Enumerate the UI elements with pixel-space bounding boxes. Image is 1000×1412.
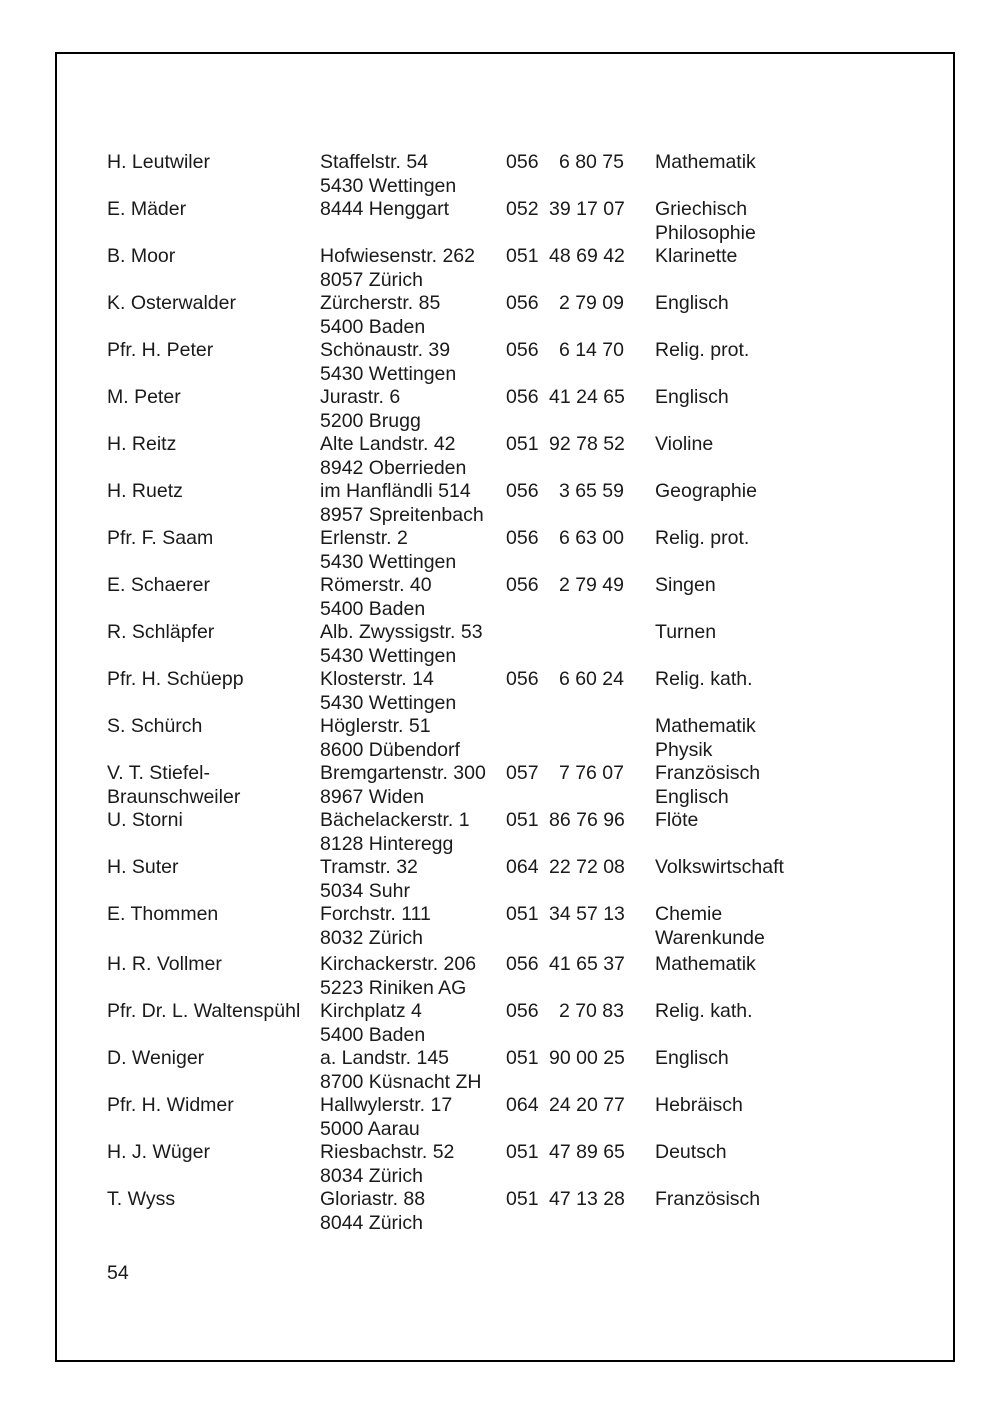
directory-entry (107, 1000, 927, 1047)
entry-area-code: 057 (506, 762, 539, 784)
entry-subject: Volkswirtschaft (655, 856, 784, 878)
entry-phone (549, 621, 624, 668)
entry-area-code: 056 (506, 151, 539, 173)
directory-entry (107, 621, 927, 668)
entry-phone: 24 20 77 (549, 1094, 625, 1116)
entry-address: Riesbachstr. 52 8034 Zürich (320, 1141, 455, 1187)
entry-address: im Hanfländli 514 8957 Spreitenbach (320, 480, 484, 526)
teacher-directory (107, 151, 927, 1235)
directory-entry (107, 527, 927, 574)
entry-address: Jurastr. 6 5200 Brugg (320, 386, 421, 432)
entry-name: Pfr. H. Schüepp (107, 668, 244, 690)
entry-phone: 34 57 13 (549, 903, 625, 925)
directory-entry (107, 953, 927, 1000)
entry-name: E. Mäder (107, 198, 187, 220)
entry-subject: Englisch (655, 386, 729, 408)
entry-subject: Turnen (655, 621, 717, 643)
entry-name: Pfr. H. Peter (107, 339, 214, 361)
entry-area-code: 051 (506, 433, 539, 455)
entry-area-code: 056 (506, 480, 539, 502)
entry-name: H. Reitz (107, 433, 177, 455)
directory-entry (107, 480, 927, 527)
entry-phone: 47 13 28 (549, 1188, 625, 1210)
directory-entry (107, 574, 927, 621)
entry-name: E. Schaerer (107, 574, 210, 596)
entry-phone: 41 24 65 (549, 386, 625, 408)
entry-name: T. Wyss (107, 1188, 176, 1210)
entry-name: H. J. Wüger (107, 1141, 210, 1163)
entry-name: H. Suter (107, 856, 179, 878)
entry-subject: Hebräisch (655, 1094, 743, 1116)
entry-address: Erlenstr. 2 5430 Wettingen (320, 527, 457, 573)
directory-entry (107, 762, 927, 809)
entry-subject: Relig. kath. (655, 668, 753, 690)
entry-phone: 41 65 37 (549, 953, 625, 975)
entry-phone: 6 80 75 (558, 151, 624, 173)
directory-entry (107, 1188, 927, 1235)
page-number: 54 (107, 1262, 129, 1284)
entry-address: Kirchackerstr. 206 5223 Riniken AG (320, 953, 477, 999)
entry-phone: 2 70 83 (558, 1000, 624, 1022)
directory-entry (107, 1094, 927, 1141)
entry-area-code: 051 (506, 903, 539, 925)
entry-area-code: 056 (506, 668, 539, 690)
directory-entry (107, 292, 927, 339)
entry-subject: Relig. prot. (655, 527, 750, 549)
entry-subject: Relig. prot. (655, 339, 750, 361)
directory-entry (107, 856, 927, 903)
entry-name: Pfr. Dr. L. Waltenspühl (107, 1000, 301, 1022)
entry-name: S. Schürch (107, 715, 203, 737)
entry-phone: 90 00 25 (549, 1047, 625, 1069)
entry-subject: Flöte (655, 809, 699, 831)
entry-subject: Geographie (655, 480, 757, 502)
entry-area-code: 064 (506, 856, 539, 878)
entry-name: B. Moor (107, 245, 176, 267)
entry-subject: Klarinette (655, 245, 738, 267)
entry-area-code (506, 715, 549, 762)
entry-address: Schönaustr. 39 5430 Wettingen (320, 339, 457, 385)
entry-phone (549, 715, 624, 762)
entry-address: Klosterstr. 14 5430 Wettingen (320, 668, 457, 714)
entry-phone: 39 17 07 (549, 198, 625, 220)
entry-address: 8444 Henggart (320, 198, 450, 220)
directory-entry (107, 1141, 927, 1188)
entry-phone: 6 63 00 (558, 527, 624, 549)
entry-name: H. Ruetz (107, 480, 183, 502)
entry-address: Tramstr. 32 5034 Suhr (320, 856, 418, 902)
entry-address: Forchstr. 111 8032 Zürich (320, 903, 431, 949)
entry-subject: Mathematik (655, 953, 756, 975)
entry-name: U. Storni (107, 809, 183, 831)
entry-address: Höglerstr. 51 8600 Dübendorf (320, 715, 460, 761)
entry-area-code: 051 (506, 245, 539, 267)
entry-address: Bächelackerstr. 1 8128 Hinteregg (320, 809, 470, 855)
entry-subject: Mathematik (655, 151, 756, 173)
entry-area-code: 056 (506, 292, 539, 314)
entry-area-code: 051 (506, 1047, 539, 1069)
entry-subject: Englisch (655, 292, 729, 314)
entry-subject: Relig. kath. (655, 1000, 753, 1022)
directory-entry (107, 433, 927, 480)
entry-area-code: 056 (506, 953, 539, 975)
entry-subject: Mathematik Physik (655, 715, 756, 761)
directory-entry (107, 715, 927, 762)
entry-area-code: 056 (506, 339, 539, 361)
entry-address: Bremgartenstr. 300 8967 Widen (320, 762, 486, 808)
entry-address: a. Landstr. 145 8700 Küsnacht ZH (320, 1047, 482, 1093)
entry-subject: Französisch Englisch (655, 762, 761, 808)
entry-phone: 3 65 59 (558, 480, 624, 502)
entry-address: Römerstr. 40 5400 Baden (320, 574, 432, 620)
entry-name: R. Schläpfer (107, 621, 215, 643)
entry-subject: Französisch (655, 1188, 761, 1210)
entry-name: H. R. Vollmer (107, 953, 222, 975)
entry-area-code: 051 (506, 1188, 539, 1210)
entry-phone: 6 14 70 (558, 339, 624, 361)
entry-subject: Griechisch Philosophie (655, 198, 756, 244)
entry-area-code: 056 (506, 527, 539, 549)
entry-name: Pfr. F. Saam (107, 527, 214, 549)
entry-address: Gloriastr. 88 8044 Zürich (320, 1188, 426, 1234)
entry-phone: 2 79 09 (558, 292, 624, 314)
entry-name: H. Leutwiler (107, 151, 210, 173)
entry-area-code: 051 (506, 1141, 539, 1163)
directory-entry (107, 151, 927, 198)
entry-area-code: 064 (506, 1094, 539, 1116)
entry-subject: Englisch (655, 1047, 729, 1069)
directory-entry (107, 339, 927, 386)
directory-entry (107, 198, 927, 245)
entry-phone: 86 76 96 (549, 809, 625, 831)
entry-phone: 48 69 42 (549, 245, 625, 267)
entry-subject: Deutsch (655, 1141, 727, 1163)
entry-name: D. Weniger (107, 1047, 205, 1069)
entry-phone: 47 89 65 (549, 1141, 625, 1163)
entry-phone: 22 72 08 (549, 856, 625, 878)
entry-address: Alte Landstr. 42 8942 Oberrieden (320, 433, 467, 479)
entry-area-code: 056 (506, 386, 539, 408)
entry-name: E. Thommen (107, 903, 219, 925)
entry-address: Zürcherstr. 85 5400 Baden (320, 292, 441, 338)
entry-phone: 6 60 24 (558, 668, 624, 690)
entry-phone: 7 76 07 (558, 762, 624, 784)
entry-phone: 92 78 52 (549, 433, 625, 455)
directory-entry (107, 809, 927, 856)
entry-name: V. T. Stiefel- Braunschweiler (107, 762, 241, 808)
entry-address: Hofwiesenstr. 262 8057 Zürich (320, 245, 476, 291)
entry-subject: Chemie Warenkunde (655, 903, 765, 949)
entry-address: Kirchplatz 4 5400 Baden (320, 1000, 426, 1046)
entry-area-code: 056 (506, 1000, 539, 1022)
entry-phone: 2 79 49 (558, 574, 624, 596)
entry-area-code: 056 (506, 574, 539, 596)
document-page (57, 54, 953, 1360)
entry-subject: Violine (655, 433, 714, 455)
entry-address: Alb. Zwyssigstr. 53 5430 Wettingen (320, 621, 483, 667)
entry-address: Hallwylerstr. 17 5000 Aarau (320, 1094, 453, 1140)
entry-area-code: 051 (506, 809, 539, 831)
entry-name: K. Osterwalder (107, 292, 236, 314)
directory-entry (107, 1047, 927, 1094)
entry-name: Pfr. H. Widmer (107, 1094, 234, 1116)
directory-entry (107, 245, 927, 292)
entry-area-code (506, 621, 549, 668)
directory-entry (107, 668, 927, 715)
directory-entry (107, 903, 927, 953)
entry-area-code: 052 (506, 198, 539, 220)
directory-entry (107, 386, 927, 433)
entry-subject: Singen (655, 574, 716, 596)
entry-address: Staffelstr. 54 5430 Wettingen (320, 151, 457, 197)
entry-name: M. Peter (107, 386, 181, 408)
